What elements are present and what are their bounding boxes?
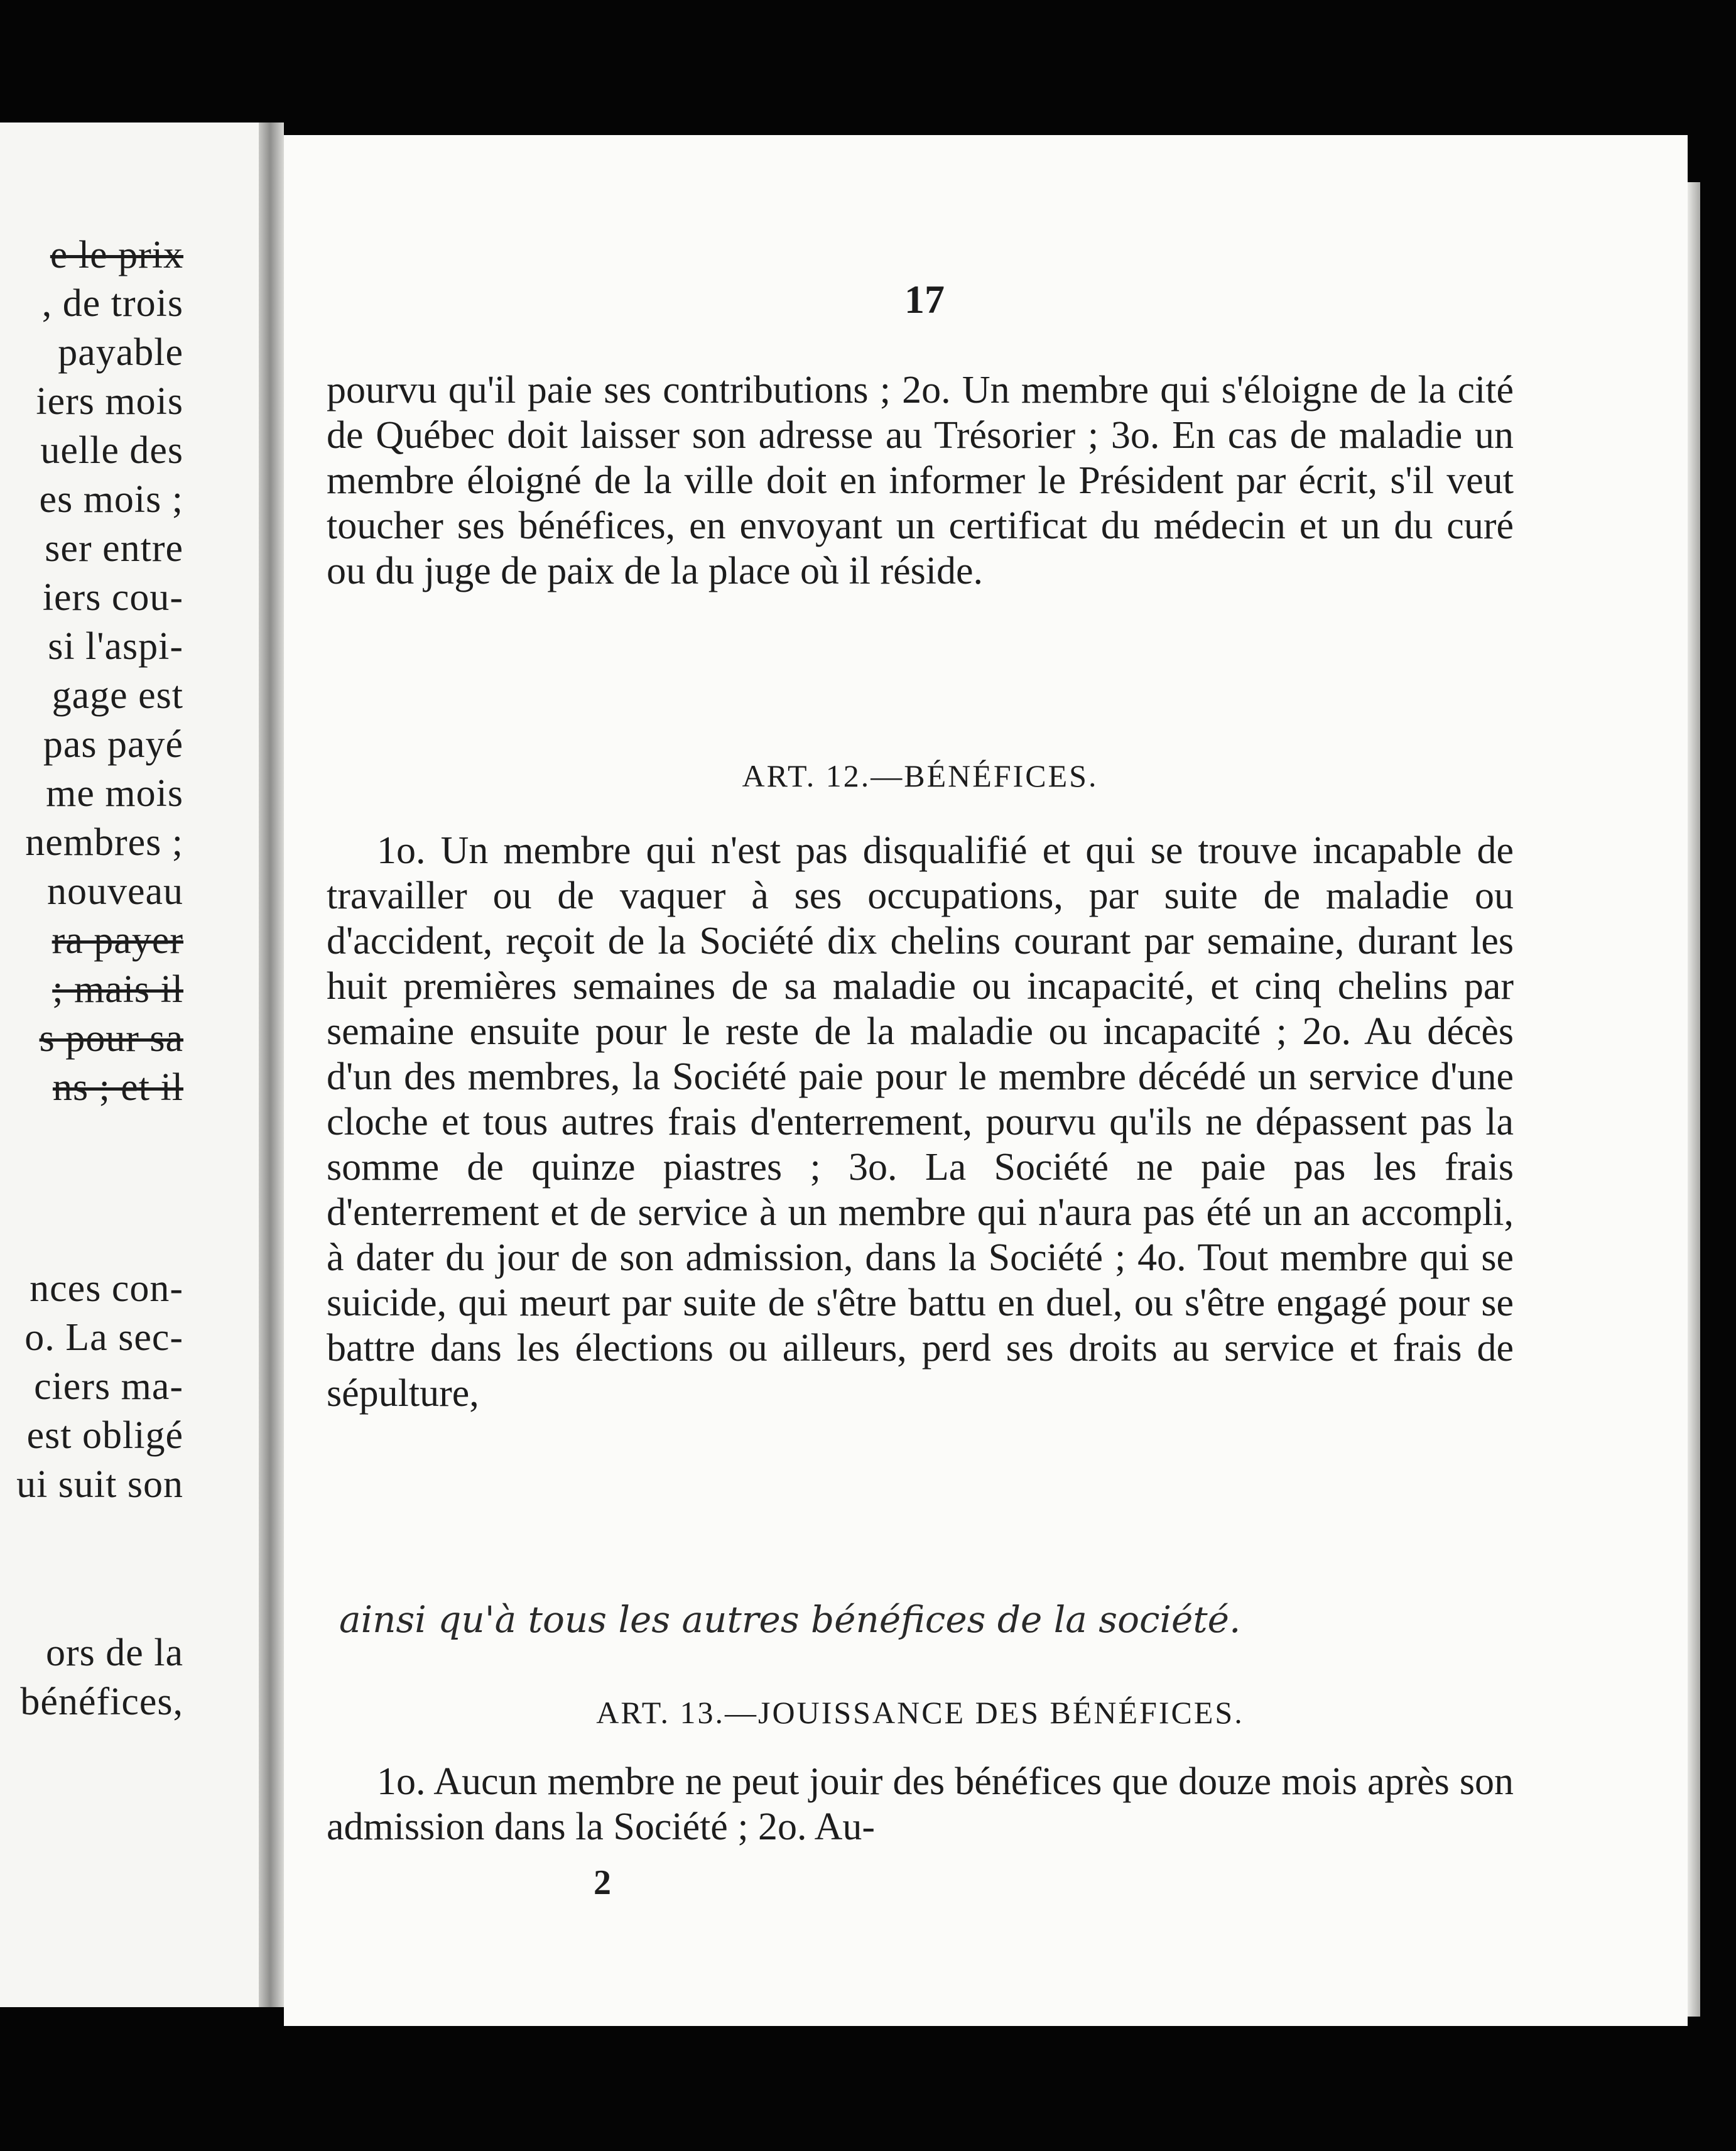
- left-page-line: gage est: [52, 674, 183, 717]
- left-page-line: pas payé: [43, 723, 183, 766]
- left-page-line: ors de la: [45, 1631, 183, 1674]
- left-page-line: nces con-: [30, 1267, 183, 1310]
- article-12-body: 1o. Un membre qui n'est pas disqualifié et qui se trouve incapable de travailler ou de vaquer à ses occupations, par suite de maladie ou d'accident, reçoit de la Société dix chelins courant par semaine, durant les huit premières semaines de sa maladie ou incapacité, et cinq chelins par semaine ensuite pour le reste de la maladie ou incapacité ; 2o. Au décès d'un des membres, la Société paie pour le membre décédé un service d'une cloche et tous autres frais d'enterrement, pourvu qu'ils ne dépassent pas la somme de quinze piastres ; 3o. La Société ne paie pas les frais d'enterrement et de service à un membre qui n'aura pas été un an accompli, à dater du jour de son admission, dans la Société ; 4o. Tout membre qui se suicide, qui meurt par suite de s'être battu en duel, ou s'être engagé pour se battre dans les élections ou ailleurs, perd ses droits au service et frais de sépulture,: [327, 829, 1514, 1415]
- left-page-line: bénéfices,: [20, 1680, 183, 1723]
- left-page-fragment: [0, 123, 259, 2007]
- left-page-line: , de trois: [41, 282, 183, 325]
- left-page-line: me mois: [46, 772, 183, 815]
- left-page-line: iers mois: [36, 380, 183, 423]
- left-page-line: s pour sa: [39, 1017, 183, 1060]
- left-page-line: iers cou-: [42, 576, 183, 619]
- left-page-line: si l'aspi-: [48, 625, 183, 668]
- left-page-line: e le prix: [50, 234, 183, 276]
- handwritten-annotation: ainsi qu'à tous les autres bénéfices de la société.: [339, 1598, 1241, 1641]
- left-page-line: est obligé: [26, 1414, 183, 1457]
- article-12-heading: ART. 12.—BÉNÉFICES.: [742, 758, 1099, 793]
- left-page-line: nouveau: [46, 870, 183, 913]
- article-13-body: 1o. Aucun membre ne peut jouir des bénéfices que douze mois après son admission dans la Société ; 2o. Au-: [327, 1760, 1514, 1848]
- left-page-line: uelle des: [40, 429, 183, 472]
- left-page-line: es mois ;: [39, 478, 183, 521]
- left-page-line: o. La sec-: [24, 1316, 183, 1359]
- left-page-line: payable: [58, 331, 183, 374]
- article-13-heading: ART. 13.—JOUISSANCE DES BÉNÉFICES.: [596, 1695, 1244, 1730]
- paragraph-continuation: pourvu qu'il paie ses contributions ; 2o. Un membre qui s'éloigne de la cité de Québec doit laisser son adresse au Trésorier ; 3o. En cas de maladie un membre éloigné de la ville doit en informer le Président par écrit, s'il veut toucher ses bénéfices, en envoyant un certificat du médecin et un du curé ou du juge de paix de la place où il réside.: [327, 369, 1514, 592]
- signature-mark: 2: [594, 1863, 611, 1902]
- left-page-line: nembres ;: [25, 821, 183, 864]
- left-page-line: ra payer: [52, 919, 183, 962]
- left-page-line: ciers ma-: [34, 1365, 183, 1408]
- left-page-line: ; mais il: [52, 968, 183, 1011]
- left-page-line: ui suit son: [16, 1463, 183, 1506]
- page-edge: [1688, 182, 1700, 2017]
- left-page-line: ser entre: [45, 527, 183, 570]
- book-gutter: [259, 123, 284, 2007]
- left-page-line: ns ; et il: [52, 1066, 183, 1109]
- page-number: 17: [904, 277, 945, 322]
